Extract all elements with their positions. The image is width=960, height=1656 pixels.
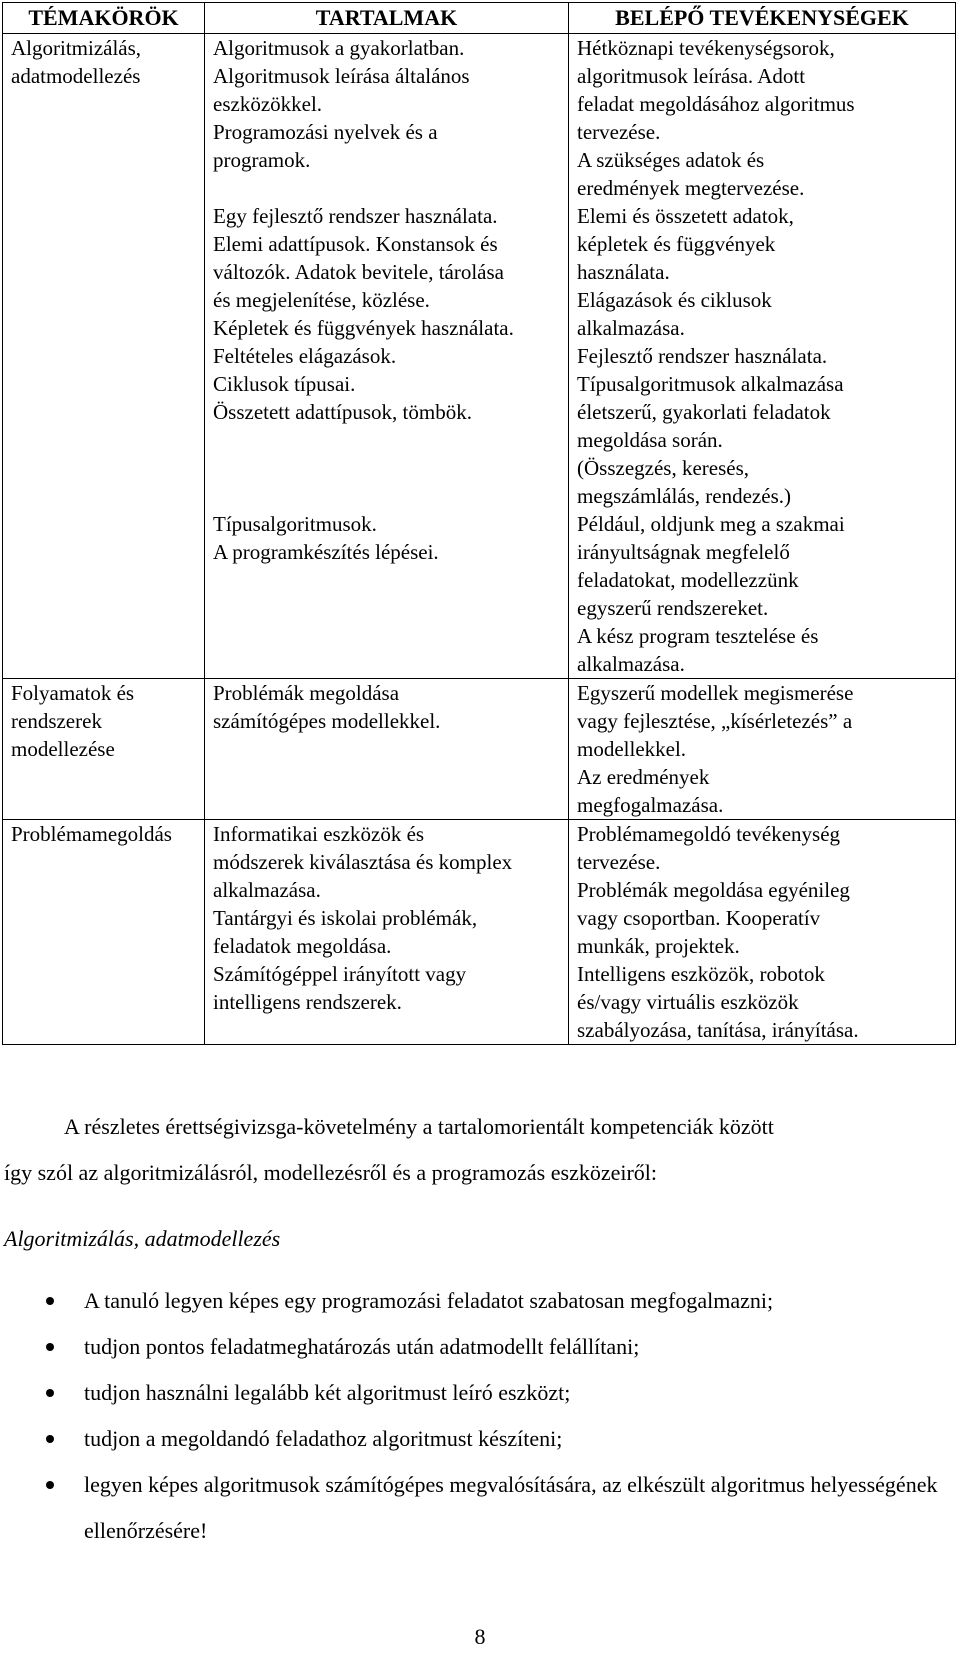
topic-cell [3,34,205,679]
syllabus-table [2,2,956,1045]
cell-line: használata. [577,260,670,284]
requirement-item [0,1324,950,1370]
cell-line: Típusalgoritmusok. [213,512,377,536]
cell-line [213,454,560,482]
cell-line: munkák, projektek. [577,934,740,958]
requirement-item [0,1278,950,1324]
cell-line: programok. [213,148,311,172]
table-body [3,34,956,1045]
cell-line: Elemi adattípusok. Konstansok és [213,232,498,256]
cell-line: Problémák megoldása egyénileg [577,878,850,902]
cell-line: algoritmusok leírása. Adott [577,64,806,88]
cell-line: megszámlálás, rendezés.) [577,484,791,508]
cell-line: Programozási nyelvek és a [213,120,438,144]
section-subheading: Algoritmizálás, adatmodellezés [4,1226,281,1251]
cell-line: feladat megoldásához algoritmus [577,92,855,116]
requirement-text: legyen képes algoritmusok számítógépes megvalósítására, az elkészült algoritmus helyességének ellenőrzésére! [84,1472,938,1543]
cell-line: Egyszerű modellek megismerése [577,681,854,705]
cell-line: változók. Adatok bevitele, tárolása [213,260,504,284]
cell-line: számítógépes modellekkel. [213,709,441,733]
cell-line: Folyamatok és [11,681,135,705]
cell-line: Feltételes elágazások. [213,344,397,368]
header-contents: TARTALMAK [205,3,569,34]
requirement-item [0,1370,950,1416]
table-row [3,820,956,1045]
page-number: 8 [474,1624,486,1649]
cell-line: tervezése. [577,850,661,874]
cell-line: alkalmazása. [213,878,321,902]
cell-line: Algoritmizálás, [11,36,142,60]
cell-line: tervezése. [577,120,661,144]
header-activities: BELÉPŐ TEVÉKENYSÉGEK [569,3,956,34]
cell-line: és megjelenítése, közlése. [213,288,430,312]
cell-line: vagy csoportban. Kooperatív [577,906,821,930]
requirement-text: A tanuló legyen képes egy programozási feladatot szabatosan megfogalmazni; [84,1288,774,1313]
cell-line: eredmények megtervezése. [577,176,805,200]
cell-line: Típusalgoritmusok alkalmazása [577,372,844,396]
table-row [3,34,956,679]
requirement-text: tudjon használni legalább két algoritmust leíró eszközt; [84,1380,571,1405]
cell-line: modellezése [11,737,115,761]
cell-line [213,426,560,454]
cell-line: Informatikai eszközök és [213,822,425,846]
header-topics: TÉMAKÖRÖK [3,3,205,34]
table-header-row [3,3,956,34]
cell-line: A kész program tesztelése és [577,624,819,648]
bullet-icon [46,1343,54,1351]
cell-line: intelligens rendszerek. [213,990,402,1014]
cell-line: Intelligens eszközök, robotok [577,962,825,986]
cell-line: Problémamegoldás [11,822,172,846]
activities-cell [569,34,956,679]
cell-line: Fejlesztő rendszer használata. [577,344,828,368]
cell-line [213,174,560,202]
cell-line: Elágazások és ciklusok [577,288,772,312]
cell-line: Számítógéppel irányított vagy [213,962,467,986]
requirement-text: tudjon pontos feladatmeghatározás után adatmodellt felállítani; [84,1334,640,1359]
cell-line: A szükséges adatok és [577,148,765,172]
cell-line: Összetett adattípusok, tömbök. [213,400,472,424]
requirement-text: tudjon a megoldandó feladathoz algoritmust készíteni; [84,1426,563,1451]
content-cell [205,820,569,1045]
content-cell [205,34,569,679]
cell-line: rendszerek [11,709,102,733]
content-cell [205,679,569,820]
bullet-icon [46,1389,54,1397]
cell-line: adatmodellezés [11,64,141,88]
cell-line: Egy fejlesztő rendszer használata. [213,204,498,228]
cell-line [213,482,560,510]
requirement-item [0,1462,950,1554]
requirements-list [0,1278,950,1554]
activities-cell [569,679,956,820]
bullet-icon [46,1297,54,1305]
cell-line: megoldása során. [577,428,723,452]
cell-line: és/vagy virtuális eszközök [577,990,799,1014]
requirement-item [0,1416,950,1462]
cell-line: Problémák megoldása [213,681,400,705]
cell-line: Ciklusok típusai. [213,372,356,396]
cell-line: (Összegzés, keresés, [577,456,750,480]
intro-paragraph [4,1104,914,1196]
intro-line-2: így szól az algoritmizálásról, modellezésről és a programozás eszközeiről: [4,1160,658,1185]
cell-line: Problémamegoldó tevékenység [577,822,841,846]
cell-line: Algoritmusok leírása általános [213,64,470,88]
cell-line: egyszerű rendszereket. [577,596,769,620]
bullet-icon [46,1435,54,1443]
cell-line: Az eredmények [577,765,710,789]
cell-line: alkalmazása. [577,316,685,340]
cell-line: szabályozása, tanítása, irányítása. [577,1018,859,1042]
cell-line: Algoritmusok a gyakorlatban. [213,36,465,60]
cell-line: alkalmazása. [577,652,685,676]
cell-line: eszközökkel. [213,92,323,116]
cell-line: Tantárgyi és iskolai problémák, [213,906,478,930]
cell-line: vagy fejlesztése, „kísérletezés” a [577,709,853,733]
cell-line: képletek és függvények [577,232,776,256]
cell-line: A programkészítés lépései. [213,540,439,564]
cell-line: módszerek kiválasztása és komplex [213,850,513,874]
table-row [3,679,956,820]
cell-line: Hétköznapi tevékenységsorok, [577,36,835,60]
cell-line: Elemi és összetett adatok, [577,204,794,228]
topic-cell [3,679,205,820]
cell-line: modellekkel. [577,737,687,761]
cell-line: feladatok megoldása. [213,934,392,958]
cell-line: életszerű, gyakorlati feladatok [577,400,831,424]
bullet-icon [46,1481,54,1489]
cell-line: megfogalmazása. [577,793,724,817]
cell-line: feladatokat, modellezzünk [577,568,799,592]
intro-line-1: A részletes érettségivizsga-követelmény a tartalomorientált kompetenciák között [64,1114,774,1139]
activities-cell [569,820,956,1045]
topic-cell [3,820,205,1045]
cell-line: irányultságnak megfelelő [577,540,790,564]
cell-line: Például, oldjunk meg a szakmai [577,512,845,536]
cell-line: Képletek és függvények használata. [213,316,514,340]
